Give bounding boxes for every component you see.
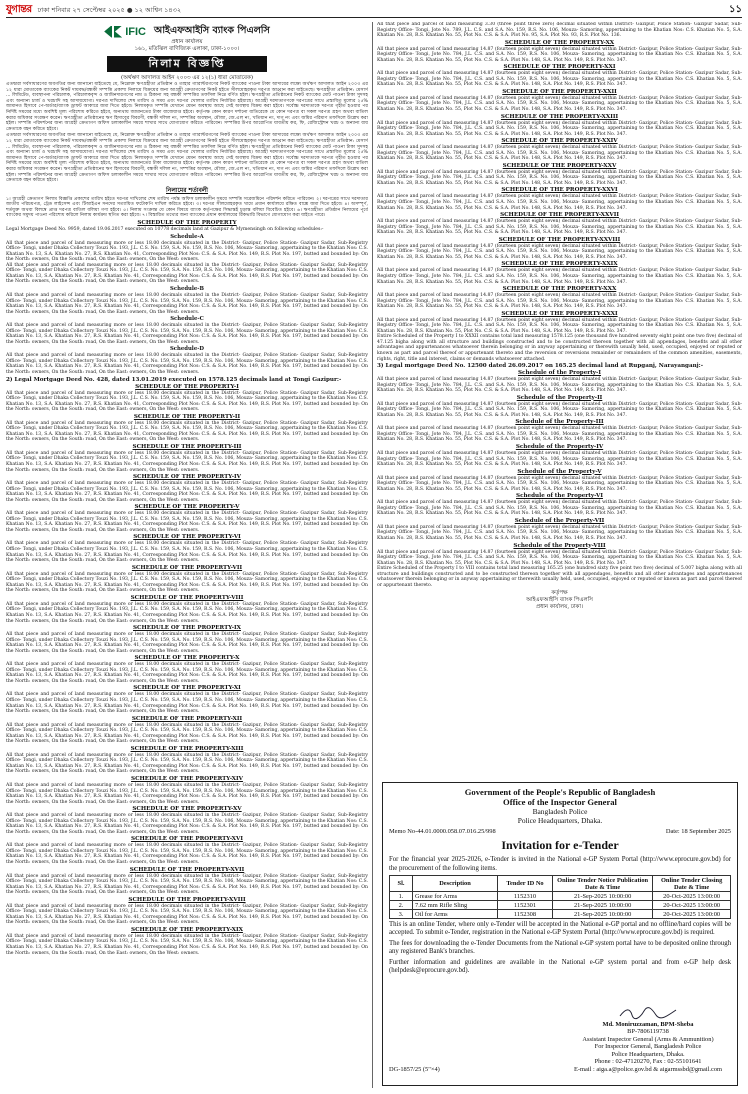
col-publication: Online Tender Notice Publication Date & Time — [553, 876, 653, 892]
masthead-left — [6, 2, 181, 19]
schedule-text: All that piece and parcel of land measuring 14.87 (fourteen point eight seven) decimal situated within District- Gazipur, Police Station- Gazipur Sadar, Sub-Registry Office- Tongi, Jote No. 784, J.L. C.S. and S.A. No. 159, R.S. No. 106, Mouza- Samoring, appertaining to the Khatian No: C.S. Khatian No. 5, S.A. Khatian No. 28, R.S. Khatian No. 55, Plot No. C.S. & S.A. Plot No. 148, S.A. Plot No. 149, R.S. Plot No. 347. — [377, 120, 742, 137]
memo-line — [389, 828, 731, 835]
mortgage-2: 2) Legal Mortgage Deed No. 428, dated 13.01.2019 executed on 1578.125 decimals land at Tongi Gazipur:- — [6, 376, 342, 383]
tender-org: Bangladesh Police — [532, 807, 588, 816]
schedule-title: Schedule of the Property-IV — [515, 443, 604, 450]
auction-intro: এতদ্বারা সর্বসাধারণের অবগতির জন্য জানানো যাইতেছে যে, নিম্নোক্ত ঋণগ্রহীতা প্রতিষ্ঠান ও তাহার গ্যারান্টরগণের নিকট ব্যাংকের পাওনা টাকা আদায়ের লক্ষ্যে অর্থঋণ আদালত আইন ২০০৩ এর ১২ ধারা মোতাবেক ব্যাংকের নিকট দায়বদ্ধ/বন্ধকী সম্পত্তি প্রকাশ্য নিলামে বিক্রয়ের জন্য আগ্রহী ক্রেতাগণের নিকট হইতে সীলমোহরকৃত দরপত্র আহ্বান করা যাইতেছে। ঋণগ্রহীতা প্রতিষ্ঠান: মেসার্স ... লিমিটেড, ব্যবস্থাপনা পরিচালক, পরিচালকবৃন্দ ও জামিনদারগণের নাম ও ঠিকানা সহ বন্ধকী সম্পত্তির তফসিল নিম্নে বর্ণিত হইল। ঋণগ্রহীতা প্রতিষ্ঠানের নিকট ব্যাংকের মোট পাওনা টাকা সুদসহ এবং অন্যান্য চার্জ ও খরচাদি সহ আদায়যোগ্য। দরপত্র দাখিলের শেষ তারিখ ও সময় এবং দরপত্র খোলার তারিখ নির্ধারিত হইয়াছে। আগ্রহী দরদাতাগণকে দরপত্রের সাথে প্রস্তাবিত মূল্যের ২৫% জামানত হিসাবে পে-অর্ডার/ব্যাংক ড্রাফট আকারে জমা দিতে হইবে। নিলামকৃত সম্পত্তি যেখানে যেমন অবস্থায় আছে সেই অবস্থায় বিক্রয় করা হইবে। সর্বোচ্চ দরদাতাকে দরপত্র গৃহীত হওয়ার পর নির্দিষ্ট সময়ের মধ্যে অবশিষ্ট মূল্য পরিশোধ করিতে হইবে, অন্যথায় জামানতের টাকা বাজেয়াপ্ত হইবে। কর্তৃপক্ষ কোন কারণ দর্শানো ব্যতিরেকে যে কোন দরপত্র বা সকল দরপত্র গ্রহণ অথবা বাতিল করার অধিকার সংরক্ষণ করেন। ঋণগ্রহীতা প্রতিষ্ঠানের ঋণ হিসাবের বিবরণী, বন্ধকী দলিল নং, সম্পত্তির অবস্থান, মৌজা, জে.এল নং, খতিয়ান নং, দাগ নং এবং জমির পরিমাণ তফসিলে উল্লেখ করা হইল। সম্পত্তি পরিদর্শনের জন্য আগ্রহী ক্রেতাগণ অফিস চলাকালীন সময়ে শাখার সাথে যোগাযোগ করিতে পারিবেন। সম্পত্তির উপর আরোপিত যাবতীয় কর, ফি, রেজিস্ট্রেশন খরচ ও অন্যান্য ব্যয় ক্রেতাকে বহন করিতে হইবে। — [6, 82, 368, 132]
cell-sl: 2. — [390, 901, 413, 910]
schedule-text: All that piece and parcel of land measuring 14.87 (fourteen point eight seven) decimal situated within District- Gazipur, Police Station- Gazipur Sadar, Sub-Registry Office- Tongi, Jote No. 784, J.L. C.S. and S.A. No. 159, R.S. No. 106, Mouza- Samoring, appertaining to the Khatian No: C.S. Khatian No. 5, S.A. Khatian No. 28, R.S. Khatian No. 55, Plot No. C.S. & S.A. Plot No. 148, S.A. Plot No. 149, R.S. Plot No. 347. — [377, 243, 742, 260]
schedule-text: All that piece and parcel of land measuring more or less 18.00 decimals situated in the District- Gazipur, Police Station- Gazipur Sadar, Sub-Registry Office- Tongi, under Dhaka Collectory Touzi No. 193, J.L. C.S. No. 159, S.A. No. 159, R.S. No. 106, Mouza- Samoring, appertaining to the Khatian Nos: C.S. Khatian No. 13, S.A. Khatian No. 27, R.S. Khatian No. 41, Corresponding Plot Nos: C.S. & S.A. Plot No. 149, R.S. Plot No. 197, butted and bounded by: On the North: owners, On the South: road, On the East: owners, On the West: owners. — [6, 722, 368, 745]
cell-tender-id: 1152310 — [498, 892, 553, 901]
col-tender-id: Tender ID No — [498, 876, 553, 892]
schedule-title: SCHEDULE OF THE PROPERTY-XXXI — [501, 310, 618, 317]
cell-sl: 3. — [390, 910, 413, 919]
tender-para-1: This is an online Tender, where only e-Tender will be accepted in the National e-GP portal and no offline/hard copies will be accepted. To submit e-Tender, registration in the National e-GP System Portal (http://www.eprocure.gov.bd) is required. — [389, 921, 731, 937]
schedule-a: Schedule-A — [170, 233, 204, 240]
schedule-text: All that piece and parcel of land measuring more or less 18.00 decimals situated in the District- Gazipur, Police Station- Gazipur Sadar, Sub-Registry Office- Tongi, under Dhaka Collectory Touzi No. 193, J.L. C.S. No. 159, S.A. No. 159, R.S. No. 106, Mouza- Samoring, appertaining to the Khatian Nos: C.S. Khatian No. 13, S.A. Khatian No. 27, R.S. Khatian No. 41, Corresponding Plot Nos: C.S. & S.A. Plot No. 149, R.S. Plot No. 197, butted and bounded by: On the North: owners, On the South: road, On the East: owners, On the West: owners. — [6, 481, 368, 503]
schedule-title: SCHEDULE OF THE PROPERTY-XIII — [130, 745, 244, 752]
schedule-title: Schedule of the Property-I — [518, 370, 601, 377]
schedule-header: SCHEDULE OF THE PROPERTY — [137, 220, 237, 227]
signatory-for: For Inspector General, Bangladesh Police — [594, 1043, 702, 1050]
tender-signature — [573, 1006, 723, 1074]
cell-publication: 21-Sep-2025 10:00:00 — [553, 901, 653, 910]
schedule-title: SCHEDULE OF THE PROPERTY-XXX — [502, 286, 617, 293]
signatory-name: Md. Moniruzzaman, BPM-Sheba — [602, 1020, 694, 1028]
schedule-title: SCHEDULE OF THE PROPERTY-XXIII — [500, 113, 619, 120]
signature-scribble-icon — [618, 1006, 678, 1020]
schedule-text: All that piece and parcel of land measuring 14.87 (fourteen point eight seven) decimal situated within District- Gazipur, Police Station- Gazipur Sadar, Sub-Registry Office- Tongi, Jote No. 784, J.L. C.S. and S.A. No. 159, R.S. No. 106, Mouza- Samoring, appertaining to the Khatian No: C.S. Khatian No. 5, S.A. Khatian No. 28, R.S. Khatian No. 55, Plot No. C.S. & S.A. Plot No. 148, S.A. Plot No. 149, R.S. Plot No. 347. — [377, 293, 742, 310]
schedule-text: All that piece and parcel of land measuring more or less 18.00 decimals situated in the District- Gazipur, Police Station- Gazipur Sadar, Sub-Registry Office- Tongi, under Dhaka Collectory Touzi No. 193, J.L. C.S. No. 159, S.A. No. 159, R.S. No. 106, Mouza- Samoring, appertaining to the Khatian Nos: C.S. Khatian No. 13, S.A. Khatian No. 27, R.S. Khatian No. 41, Corresponding Plot Nos: C.S. & S.A. Plot No. 149, R.S. Plot No. 197, butted and bounded by: On the North: owners, On the South: road, On the East: owners, On the West: owners. — [6, 933, 368, 956]
schedule-text: All that piece and parcel of land measuring more or less 18.00 decimals situated in the District- Gazipur, Police Station- Gazipur Sadar, Sub-Registry Office- Tongi, under Dhaka Collectory Touzi No. 193, J.L. C.S. No. 159, S.A. No. 159, R.S. No. 106, Mouza- Samoring, appertaining to the Khatian Nos: C.S. Khatian No. 13, S.A. Khatian No. 27, R.S. Khatian No. 41, Corresponding Plot Nos: C.S. & S.A. Plot No. 149, R.S. Plot No. 197, butted and bounded by: On the North: owners, On the South: road, On the East: owners, On the West: owners. — [6, 390, 368, 413]
signatory-address: প্রধান কার্যালয়, ঢাকা। — [536, 604, 583, 611]
schedule-title: Schedule of the Property-VIII — [513, 542, 606, 549]
schedule-text: All that piece and parcel of land measuring 14.87 (fourteen point eight seven) decimal situated within District- Gazipur, Police Station- Gazipur Sadar, Sub-Registry Office- Tongi, Jote No. 784, J.L. C.S. and S.A. No. 159, R.S. No. 106, Mouza- Samoring, appertaining to the Khatian No: C.S. Khatian No. 5, S.A. Khatian No. 28, R.S. Khatian No. 55, Plot No. C.S. & S.A. Plot No. 148, S.A. Plot No. 149, R.S. Plot No. 347. — [377, 95, 742, 113]
page-number: ১১ — [729, 3, 742, 15]
schedule-text: All that piece and parcel of land measuring more or less 18.00 decimals situated in the District- Gazipur, Police Station- Gazipur Sadar, Sub-Registry Office- Tongi, under Dhaka Collectory Touzi No. 193, J.L. C.S. No. 159, S.A. No. 159, R.S. No. 106, Mouza- Samoring, appertaining to the Khatian Nos: C.S. Khatian No. 13, S.A. Khatian No. 27, R.S. Khatian No. 41, Corresponding Plot Nos: C.S. & S.A. Plot No. 149, R.S. Plot No. 197, butted and bounded by: On the North: owners, On the South: road, On the East: owners, On the West: owners. — [6, 632, 368, 654]
schedule-title: SCHEDULE OF THE PROPERTY-XIX — [131, 926, 243, 933]
schedule-title: SCHEDULE OF THE PROPERTY-VI — [133, 534, 241, 541]
cell-tender-id: 1152301 — [498, 901, 553, 910]
schedule-text: All that piece and parcel of land measuring more or less 18.00 decimals situated in the District- Gazipur, Police Station- Gazipur Sadar, Sub-Registry Office- Tongi, under Dhaka Collectory Touzi No. 193, J.L. C.S. No. 159, S.A. No. 159, R.S. No. 106, Mouza- Samoring, appertaining to the Khatian Nos: C.S. Khatian No. 13, S.A. Khatian No. 27, R.S. Khatian No. 41, Corresponding Plot Nos: C.S. & S.A. Plot No. 149, R.S. Plot No. 197, butted and bounded by: On the North: owners, On the South: road, On the East: owners, On the West: owners. — [6, 813, 368, 835]
schedule-title: SCHEDULE OF THE PROPERTY-XXIV — [501, 138, 618, 145]
schedule-text: All that piece and parcel of land measuring 14.87 (fourteen point eight seven) decimal situated within District- Gazipur, Police Station- Gazipur Sadar, Sub-Registry Office- Tongi, Jote No. 784, J.L. C.S. and S.A. No. 159, R.S. No. 106, Mouza- Samoring, appertaining to the Khatian No: C.S. Khatian No. 5, S.A. Khatian No. 28, R.S. Khatian No. 55, Plot No. C.S. & S.A. Plot No. 148, S.A. Plot No. 149, R.S. Plot No. 347. — [377, 549, 742, 566]
auction-signature — [377, 590, 742, 611]
schedule-text: All that piece and parcel of land measuring more or less 18.00 decimals situated in the District- Gazipur, Police Station- Gazipur Sadar, Sub-Registry Office- Tongi, under Dhaka Collectory Touzi No. 193, J.L. C.S. No. 159, S.A. No. 159, R.S. No. 106, Mouza- Samoring, appertaining to the Khatian Nos: C.S. Khatian No. 13, S.A. Khatian No. 27, R.S. Khatian No. 41, Corresponding Plot Nos: C.S. & S.A. Plot No. 149, R.S. Plot No. 197, butted and bounded by: On the North: owners, On the South: road, On the East: owners, On the West: owners. — [6, 843, 368, 865]
schedule-c: Schedule-C — [170, 316, 204, 323]
final-note: Entire Scheduled of the Property I to VIII contains total land measuring 165.25 (one hundred sixty five point two five) decimal of 5.007 bigha along with all structure and buildings constructed and to be constructed thereon together with all appendages, benefits and all other advantages and appurtenances whatsoever therein belonging or in anyway appertaining or therewith usually held, used, occupied, enjoyed or reputed or known as part and parcel thereof or appurtenant thereto. — [377, 566, 742, 588]
schedule-text: All that piece and parcel of land measuring 14.87 (fourteen point eight seven) decimal situated within District- Gazipur, Police Station- Gazipur Sadar, Sub-Registry Office- Tongi, Jote No. 784, J.L. C.S. and S.A. No. 159, R.S. No. 106, Mouza- Samoring, appertaining to the Khatian No: C.S. Khatian No. 5, S.A. Khatian No. 28, R.S. Khatian No. 55, Plot No. C.S. & S.A. Plot No. 148, S.A. Plot No. 149, R.S. Plot No. 347. — [377, 500, 742, 517]
memo-date: Date: 18 September 2025 — [665, 828, 731, 835]
ific-logo-icon — [104, 26, 122, 38]
schedule-text: All that piece and parcel of land measuring more or less 18.00 decimals situated in the District- Gazipur, Police Station- Gazipur Sadar, Sub-Registry Office- Tongi, under Dhaka Collectory Touzi No. 193, J.L. C.S. No. 159, S.A. No. 159, R.S. No. 106, Mouza- Samoring, appertaining to the Khatian Nos: C.S. Khatian No. 13, S.A. Khatian No. 27, R.S. Khatian No. 41, Corresponding Plot Nos: C.S. & S.A. Plot No. 149, R.S. Plot No. 197, butted and bounded by: On the North: owners, On the South: road, On the East: owners, On the West: owners. — [6, 601, 368, 624]
schedule-a-text: All that piece and parcel of land measuring more or less 18.00 decimals situated in the District- Gazipur, Police Station- Gazipur Sadar, Sub-Registry Office- Tongi, under Dhaka Collectory Touzi No. 193, J.L. C.S. No. 159, S.A. No. 159, R.S. No. 106, Mouza- Samoring, appertaining to the Khatian Nos: C.S. Khatian No. 13, S.A. Khatian No. 27, R.S. Khatian No. 41, Corresponding Plot Nos: C.S. & S.A. Plot No. 149, R.S. Plot No. 197, butted and bounded by: On the North: owners, On the South: road, On the East: owners, On the West: owners. — [6, 240, 368, 263]
schedule-title: SCHEDULE OF THE PROPERTY-IX — [133, 625, 241, 632]
auction-sub-banner: (অর্থঋণ আদালত আইন ২০০৩ এর ১২(১) ধারা মোতাবেক) — [121, 75, 253, 81]
schedule-title: Schedule of the Property-III — [515, 419, 604, 426]
schedule-title: SCHEDULE OF THE PROPERTY-XX — [504, 39, 615, 46]
right-intro: All that piece and parcel of land measuring 3.30 (three point three zero) decimal situated within District- Gazipur, Police Station- Gazipur Sadar, Sub-Registry Office- Tongi, Jote No. 789, J.L. C.S. and S.A. No. 159, R.S. No. 106, Mouza- Samoring, appertaining to the Khatian Nos: C.S. Khatian No. 5, S.A. Khatian No. 28, R.S. Khatian No. 55, Plot No. C.S. & S.A. Plot No. 95, S.A. Plot No. 93, R.S. Plot No. 136. — [377, 22, 742, 39]
schedule-text: All that piece and parcel of land measuring more or less 18.00 decimals situated in the District- Gazipur, Police Station- Gazipur Sadar, Sub-Registry Office- Tongi, under Dhaka Collectory Touzi No. 193, J.L. C.S. No. 159, S.A. No. 159, R.S. No. 106, Mouza- Samoring, appertaining to the Khatian Nos: C.S. Khatian No. 13, S.A. Khatian No. 27, R.S. Khatian No. 41, Corresponding Plot Nos: C.S. & S.A. Plot No. 149, R.S. Plot No. 197, butted and bounded by: On the North: owners, On the South: road, On the East: owners, On the West: owners. — [6, 752, 368, 775]
schedule-text: All that piece and parcel of land measuring more or less 18.00 decimals situated in the District- Gazipur, Police Station- Gazipur Sadar, Sub-Registry Office- Tongi, under Dhaka Collectory Touzi No. 193, J.L. C.S. No. 159, S.A. No. 159, R.S. No. 106, Mouza- Samoring, appertaining to the Khatian Nos: C.S. Khatian No. 13, S.A. Khatian No. 27, R.S. Khatian No. 41, Corresponding Plot Nos: C.S. & S.A. Plot No. 149, R.S. Plot No. 197, butted and bounded by: On the North: owners, On the South: road, On the East: owners, On the West: owners. — [6, 873, 368, 896]
tender-notice — [382, 782, 738, 1086]
conditions-title: নিলামের শর্তাবলী — [166, 186, 208, 194]
table-row — [390, 901, 731, 910]
schedule-text: All that piece and parcel of land measuring 14.87 (fourteen point eight seven) decimal situated within District- Gazipur, Police Station- Gazipur Sadar, Sub-Registry Office- Tongi, Jote No. 784, J.L. C.S. and S.A. No. 159, R.S. No. 106, Mouza- Samoring, appertaining to the Khatian No: C.S. Khatian No. 5, S.A. Khatian No. 28, R.S. Khatian No. 55, Plot No. C.S. & S.A. Plot No. 148, S.A. Plot No. 149, R.S. Plot No. 347. — [377, 401, 742, 418]
col-sl: Sl. — [390, 876, 413, 892]
schedule-text: All that piece and parcel of land measuring more or less 18.00 decimals situated in the District- Gazipur, Police Station- Gazipur Sadar, Sub-Registry Office- Tongi, under Dhaka Collectory Touzi No. 193, J.L. C.S. No. 159, S.A. No. 159, R.S. No. 106, Mouza- Samoring, appertaining to the Khatian Nos: C.S. Khatian No. 13, S.A. Khatian No. 27, R.S. Khatian No. 41, Corresponding Plot Nos: C.S. & S.A. Plot No. 149, R.S. Plot No. 197, butted and bounded by: On the North: owners, On the South: road, On the East: owners, On the West: owners. — [6, 420, 368, 443]
auction-notice-left — [6, 22, 368, 1088]
auction-banner: নিলাম বিজ্ঞপ্তি — [107, 56, 267, 72]
schedule-title: SCHEDULE OF THE PROPERTY-XII — [131, 715, 243, 722]
tender-heading: Invitation for e-Tender — [501, 838, 619, 852]
bank-name: আইএফআইসি ব্যাংক পিএলসি — [153, 25, 270, 36]
schedule-text: All that piece and parcel of land measuring 14.87 (fourteen point eight seven) decimal situated within District- Gazipur, Police Station- Gazipur Sadar, Sub-Registry Office- Tongi, Jote No. 784, J.L. C.S. and S.A. No. 159, R.S. No. 106, Mouza- Samoring, appertaining to the Khatian No: C.S. Khatian No. 5, S.A. Khatian No. 28, R.S. Khatian No. 55, Plot No. C.S. & S.A. Plot No. 148, S.A. Plot No. 149, R.S. Plot No. 347. — [377, 46, 742, 63]
schedule-title: SCHEDULE OF THE PROPERTY-V — [134, 504, 240, 511]
schedule-b: Schedule-B — [170, 285, 204, 292]
schedule-text: All that piece and parcel of land measuring 14.87 (fourteen point eight seven) decimal situated within District- Gazipur, Police Station- Gazipur Sadar, Sub-Registry Office- Tongi, Jote No. 784, J.L. C.S. and S.A. No. 159, R.S. No. 106, Mouza- Samoring, appertaining to the Khatian No: C.S. Khatian No. 5, S.A. Khatian No. 28, R.S. Khatian No. 55, Plot No. C.S. & S.A. Plot No. 148, S.A. Plot No. 149, R.S. Plot No. 347. — [377, 219, 742, 236]
schedule-text: All that piece and parcel of land measuring 14.87 (fourteen point eight seven) decimal situated within District- Gazipur, Police Station- Gazipur Sadar, Sub-Registry Office- Tongi, Jote No. 784, J.L. C.S. and S.A. No. 159, R.S. No. 106, Mouza- Samoring, appertaining to the Khatian No: C.S. Khatian No. 5, S.A. Khatian No. 28, R.S. Khatian No. 55, Plot No. C.S. & S.A. Plot No. 148, S.A. Plot No. 149, R.S. Plot No. 347. — [377, 194, 742, 211]
schedule-text: All that piece and parcel of land measuring 14.87 (fourteen point eight seven) decimal situated within District- Gazipur, Police Station- Gazipur Sadar, Sub-Registry Office- Tongi, Jote No. 784, J.L. C.S. and S.A. No. 159, R.S. No. 106, Mouza- Samoring, appertaining to the Khatian No: C.S. Khatian No. 5, S.A. Khatian No. 28, R.S. Khatian No. 55, Plot No. C.S. & S.A. Plot No. 148, S.A. Plot No. 149, R.S. Plot No. 347. — [377, 71, 742, 88]
schedule-title: SCHEDULE OF THE PROPERTY-II — [133, 413, 241, 420]
table-row — [390, 892, 731, 901]
tender-para-3: Further information and guidelines are available in the National e-GP system portal and from e-GP help desk (helpdesk@eprocure.gov.bd). — [389, 958, 731, 975]
schedule-text: All that piece and parcel of land measuring 14.87 (fourteen point eight seven) decimal situated within District- Gazipur, Police Station- Gazipur Sadar, Sub-Registry Office- Tongi, Jote No. 784, J.L. C.S. and S.A. No. 159, R.S. No. 106, Mouza- Samoring, appertaining to the Khatian No: C.S. Khatian No. 5, S.A. Khatian No. 28, R.S. Khatian No. 55, Plot No. C.S. & S.A. Plot No. 148, S.A. Plot No. 149, R.S. Plot No. 347. — [377, 317, 742, 334]
schedule-text: All that piece and parcel of land measuring more or less 18.00 decimals situated in the District- Gazipur, Police Station- Gazipur Sadar, Sub-Registry Office- Tongi, under Dhaka Collectory Touzi No. 193, J.L. C.S. No. 159, S.A. No. 159, R.S. No. 106, Mouza- Samoring, appertaining to the Khatian Nos: C.S. Khatian No. 13, S.A. Khatian No. 27, R.S. Khatian No. 41, Corresponding Plot Nos: C.S. & S.A. Plot No. 149, R.S. Plot No. 197, butted and bounded by: On the North: owners, On the South: road, On the East: owners, On the West: owners. — [6, 571, 368, 594]
schedule-title: SCHEDULE OF THE PROPERTY-I — [135, 383, 239, 390]
signatory-designation: Assistant Inspector General (Arms & Ammunition) — [582, 1035, 714, 1043]
schedule-text: All that piece and parcel of land measuring 14.87 (fourteen point eight seven) decimal situated within District- Gazipur, Police Station- Gazipur Sadar, Sub-Registry Office- Tongi, Jote No. 784, J.L. C.S. and S.A. No. 159, R.S. No. 106, Mouza- Samoring, appertaining to the Khatian No: C.S. Khatian No. 5, S.A. Khatian No. 28, R.S. Khatian No. 55, Plot No. C.S. & S.A. Plot No. 148, S.A. Plot No. 149, R.S. Plot No. 347. — [377, 426, 742, 443]
cell-publication: 21-Sep-2025 10:00:00 — [553, 910, 653, 919]
tender-hq: Police Headquarters, Dhaka. — [517, 816, 603, 825]
schedule-title: SCHEDULE OF THE PROPERTY-XVIII — [128, 896, 246, 903]
tender-intro: For the financial year 2025-2026, e-Tender is invited in the National e-GP System Portal (http://www.eprocure.gov.bd) for the procurement of the following items. — [389, 856, 731, 872]
cell-tender-id: 1152308 — [498, 910, 553, 919]
schedule-title: SCHEDULE OF THE PROPERTY-XVI — [131, 836, 243, 843]
schedule-d: Schedule-D — [169, 346, 204, 353]
schedule-title: Schedule of the Property-VI — [516, 493, 603, 500]
schedule-title: SCHEDULE OF THE PROPERTY-IV — [133, 474, 241, 481]
schedule-text: All that piece and parcel of land measuring more or less 18.00 decimals situated in the District- Gazipur, Police Station- Gazipur Sadar, Sub-Registry Office- Tongi, under Dhaka Collectory Touzi No. 193, J.L. C.S. No. 159, S.A. No. 159, R.S. No. 106, Mouza- Samoring, appertaining to the Khatian Nos: C.S. Khatian No. 13, S.A. Khatian No. 27, R.S. Khatian No. 41, Corresponding Plot Nos: C.S. & S.A. Plot No. 149, R.S. Plot No. 197, butted and bounded by: On the North: owners, On the South: road, On the East: owners, On the West: owners. — [6, 450, 368, 473]
schedule-text: All that piece and parcel of land measuring 14.87 (fourteen point eight seven) decimal situated within District- Gazipur, Police Station- Gazipur Sadar, Sub-Registry Office- Tongi, Jote No. 784, J.L. C.S. and S.A. No. 159, R.S. No. 106, Mouza- Samoring, appertaining to the Khatian No: C.S. Khatian No. 5, S.A. Khatian No. 28, R.S. Khatian No. 55, Plot No. C.S. & S.A. Plot No. 148, S.A. Plot No. 149, R.S. Plot No. 347. — [377, 169, 742, 186]
signatory-bp: BP-7806119738 — [627, 1028, 669, 1035]
schedule-text: All that piece and parcel of land measuring more or less 18.00 decimals situated in the District- Gazipur, Police Station- Gazipur Sadar, Sub-Registry Office- Tongi, under Dhaka Collectory Touzi No. 193, J.L. C.S. No. 159, S.A. No. 159, R.S. No. 106, Mouza- Samoring, appertaining to the Khatian Nos: C.S. Khatian No. 13, S.A. Khatian No. 27, R.S. Khatian No. 41, Corresponding Plot Nos: C.S. & S.A. Plot No. 149, R.S. Plot No. 197, butted and bounded by: On the North: owners, On the South: road, On the East: owners, On the West: owners. — [6, 662, 368, 684]
signatory-email: E-mail : aiga.a@police.gov.bd & aigarmssbd@gmail.com — [573, 1065, 722, 1073]
schedule-title: SCHEDULE OF THE PROPERTY-XIV — [131, 775, 243, 782]
tender-table-header — [390, 876, 731, 892]
schedule-title: SCHEDULE OF THE PROPERTY-XXVI — [501, 187, 618, 194]
schedule-title: SCHEDULE OF THE PROPERTY-III — [132, 443, 242, 450]
cell-closing: 20-Oct-2025 13:00:00 — [653, 910, 731, 919]
masthead-date: ঢাকা শনিবার ২৭ সেপ্টেম্বর ২০২৫ ● ১২ আশ্বিন ১৪৩২ — [37, 5, 182, 14]
schedule-title: SCHEDULE OF THE PROPERTY-XXII — [502, 88, 617, 95]
tender-gov: Government of the People's Republic of Bangladesh — [464, 787, 656, 797]
schedule-title: SCHEDULE OF THE PROPERTY-XXVIII — [498, 236, 621, 243]
cell-closing: 20-Oct-2025 13:00:00 — [653, 901, 731, 910]
schedule-title: SCHEDULE OF THE PROPERTY-XI — [133, 685, 241, 692]
schedule-a-text-2: All that piece and parcel of land measuring more or less 18.00 decimals situated in the District- Gazipur, Police Station- Gazipur Sadar, Sub-Registry Office- Tongi, under Dhaka Collectory Touzi No. 193, J.L. C.S. No. 159, S.A. No. 159, R.S. No. 106, Mouza- Samoring, appertaining to the Khatian Nos: C.S. Khatian No. 13, S.A. Khatian No. 27, R.S. Khatian No. 41, Corresponding Plot Nos: C.S. & S.A. Plot No. 149, R.S. Plot No. 197, butted and bounded by: On the North: owners, On the South: road, On the East: owners, On the West: owners. — [6, 262, 368, 285]
schedule-title: SCHEDULE OF THE PROPERTY-VII — [131, 564, 243, 571]
cell-closing: 20-Oct-2025 13:00:00 — [653, 892, 731, 901]
schedule-title: Schedule of the Property-VII — [514, 517, 605, 524]
schedule-d-text: All that piece and parcel of land measuring more or less 18.00 decimals situated in the District- Gazipur, Police Station- Gazipur Sadar, Sub-Registry Office- Tongi, under Dhaka Collectory Touzi No. 193, J.L. C.S. No. 159, S.A. No. 159, R.S. No. 106, Mouza- Samoring, appertaining to the Khatian Nos: C.S. Khatian No. 13, S.A. Khatian No. 27, R.S. Khatian No. 41, Corresponding Plot Nos: C.S. & S.A. Plot No. 149, R.S. Plot No. 197, butted and bounded by: On the North: owners, On the South: road, On the East: owners, On the West: owners. — [6, 353, 368, 375]
schedule-text: All that piece and parcel of land measuring more or less 18.00 decimals situated in the District- Gazipur, Police Station- Gazipur Sadar, Sub-Registry Office- Tongi, under Dhaka Collectory Touzi No. 193, J.L. C.S. No. 159, S.A. No. 159, R.S. No. 106, Mouza- Samoring, appertaining to the Khatian Nos: C.S. Khatian No. 13, S.A. Khatian No. 27, R.S. Khatian No. 41, Corresponding Plot Nos: C.S. & S.A. Plot No. 149, R.S. Plot No. 197, butted and bounded by: On the North: owners, On the South: road, On the East: owners, On the West: owners. — [6, 541, 368, 564]
schedule-c-text: All that piece and parcel of land measuring more or less 18.00 decimals situated in the District- Gazipur, Police Station- Gazipur Sadar, Sub-Registry Office- Tongi, under Dhaka Collectory Touzi No. 193, J.L. C.S. No. 159, S.A. No. 159, R.S. No. 106, Mouza- Samoring, appertaining to the Khatian Nos: C.S. Khatian No. 13, S.A. Khatian No. 27, R.S. Khatian No. 41, Corresponding Plot Nos: C.S. & S.A. Plot No. 149, R.S. Plot No. 197, butted and bounded by: On the North: owners, On the South: road, On the East: owners, On the West: owners. — [6, 323, 368, 345]
tender-para-2: The fees for downloading the e-Tender Documents from the National e-GP system portal have to be deposited online through any registered Bank's branches. — [389, 939, 731, 956]
dg-number: DG-1857/25 (5"×4) — [389, 1066, 440, 1073]
ific-logo-text: IFIC — [125, 25, 146, 38]
table-row — [390, 910, 731, 919]
schedule-text: All that piece and parcel of land measuring more or less 18.00 decimals situated in the District- Gazipur, Police Station- Gazipur Sadar, Sub-Registry Office- Tongi, under Dhaka Collectory Touzi No. 193, J.L. C.S. No. 159, S.A. No. 159, R.S. No. 106, Mouza- Samoring, appertaining to the Khatian Nos: C.S. Khatian No. 13, S.A. Khatian No. 27, R.S. Khatian No. 41, Corresponding Plot Nos: C.S. & S.A. Plot No. 149, R.S. Plot No. 197, butted and bounded by: On the North: owners, On the South: road, On the East: owners, On the West: owners. — [6, 692, 368, 715]
np-schedule-list — [377, 370, 742, 566]
schedule-text: All that piece and parcel of land measuring more or less 18.00 decimals situated in the District- Gazipur, Police Station- Gazipur Sadar, Sub-Registry Office- Tongi, under Dhaka Collectory Touzi No. 193, J.L. C.S. No. 159, S.A. No. 159, R.S. No. 106, Mouza- Samoring, appertaining to the Khatian Nos: C.S. Khatian No. 13, S.A. Khatian No. 27, R.S. Khatian No. 41, Corresponding Plot Nos: C.S. & S.A. Plot No. 149, R.S. Plot No. 197, butted and bounded by: On the North: owners, On the South: road, On the East: owners, On the West: owners. — [6, 511, 368, 533]
schedule-text: All that piece and parcel of land measuring 14.87 (fourteen point eight seven) decimal situated within District- Gazipur, Police Station- Gazipur Sadar, Sub-Registry Office- Tongi, Jote No. 784, J.L. C.S. and S.A. No. 159, R.S. No. 106, Mouza- Samoring, appertaining to the Khatian No: C.S. Khatian No. 5, S.A. Khatian No. 28, R.S. Khatian No. 55, Plot No. C.S. & S.A. Plot No. 148, S.A. Plot No. 149, R.S. Plot No. 347. — [377, 268, 742, 285]
schedule-text: All that piece and parcel of land measuring 14.87 (fourteen point eight seven) decimal situated within District- Gazipur, Police Station- Gazipur Sadar, Sub-Registry Office- Tongi, Jote No. 784, J.L. C.S. and S.A. No. 159, R.S. No. 106, Mouza- Samoring, appertaining to the Khatian No: C.S. Khatian No. 5, S.A. Khatian No. 28, R.S. Khatian No. 55, Plot No. C.S. & S.A. Plot No. 148, S.A. Plot No. 149, R.S. Plot No. 347. — [377, 377, 742, 394]
schedule-title: Schedule of the Property-V — [517, 468, 602, 475]
signatory-hq: Police Headquarters, Dhaka. — [611, 1050, 685, 1058]
bank-header — [6, 24, 368, 39]
signatory-bank: আইএফআইসি ব্যাংক পিএলসি — [526, 597, 593, 604]
cell-description: Oil for Arms — [413, 910, 498, 919]
column-divider — [372, 22, 373, 1088]
auction-intro-cont: এতদ্বারা সর্বসাধারণের অবগতির জন্য জানানো যাইতেছে যে, নিম্নোক্ত ঋণগ্রহীতা প্রতিষ্ঠান ও তাহার গ্যারান্টরগণের নিকট ব্যাংকের পাওনা টাকা আদায়ের লক্ষ্যে অর্থঋণ আদালত আইন ২০০৩ এর ১২ ধারা মোতাবেক ব্যাংকের নিকট দায়বদ্ধ/বন্ধকী সম্পত্তি প্রকাশ্য নিলামে বিক্রয়ের জন্য আগ্রহী ক্রেতাগণের নিকট হইতে সীলমোহরকৃত দরপত্র আহ্বান করা যাইতেছে। ঋণগ্রহীতা প্রতিষ্ঠান: মেসার্স ... লিমিটেড, ব্যবস্থাপনা পরিচালক, পরিচালকবৃন্দ ও জামিনদারগণের নাম ও ঠিকানা সহ বন্ধকী সম্পত্তির তফসিল নিম্নে বর্ণিত হইল। ঋণগ্রহীতা প্রতিষ্ঠানের নিকট ব্যাংকের মোট পাওনা টাকা সুদসহ এবং অন্যান্য চার্জ ও খরচাদি সহ আদায়যোগ্য। দরপত্র দাখিলের শেষ তারিখ ও সময় এবং দরপত্র খোলার তারিখ নির্ধারিত হইয়াছে। আগ্রহী দরদাতাগণকে দরপত্রের সাথে প্রস্তাবিত মূল্যের ২৫% জামানত হিসাবে পে-অর্ডার/ব্যাংক ড্রাফট আকারে জমা দিতে হইবে। নিলামকৃত সম্পত্তি যেখানে যেমন অবস্থায় আছে সেই অবস্থায় বিক্রয় করা হইবে। সর্বোচ্চ দরদাতাকে দরপত্র গৃহীত হওয়ার পর নির্দিষ্ট সময়ের মধ্যে অবশিষ্ট মূল্য পরিশোধ করিতে হইবে, অন্যথায় জামানতের টাকা বাজেয়াপ্ত হইবে। কর্তৃপক্ষ কোন কারণ দর্শানো ব্যতিরেকে যে কোন দরপত্র বা সকল দরপত্র গ্রহণ অথবা বাতিল করার অধিকার সংরক্ষণ করেন। ঋণগ্রহীতা প্রতিষ্ঠানের ঋণ হিসাবের বিবরণী, বন্ধকী দলিল নং, সম্পত্তির অবস্থান, মৌজা, জে.এল নং, খতিয়ান নং, দাগ নং এবং জমির পরিমাণ তফসিলে উল্লেখ করা হইল। সম্পত্তি পরিদর্শনের জন্য আগ্রহী ক্রেতাগণ অফিস চলাকালীন সময়ে শাখার সাথে যোগাযোগ করিতে পারিবেন। সম্পত্তির উপর আরোপিত যাবতীয় কর, ফি, রেজিস্ট্রেশন খরচ ও অন্যান্য ব্যয় ক্রেতাকে বহন করিতে হইবে। — [6, 133, 368, 184]
signatory-phone: Phone : 02-47120270, Fax : 02-55101641 — [594, 1058, 702, 1065]
memo-no: Memo No-44.01.0000.058.07.016.25/998 — [389, 828, 496, 835]
left-schedule-list — [6, 384, 368, 957]
schedule-text: All that piece and parcel of land measuring more or less 18.00 decimals situated in the District- Gazipur, Police Station- Gazipur Sadar, Sub-Registry Office- Tongi, under Dhaka Collectory Touzi No. 193, J.L. C.S. No. 159, S.A. No. 159, R.S. No. 106, Mouza- Samoring, appertaining to the Khatian Nos: C.S. Khatian No. 13, S.A. Khatian No. 27, R.S. Khatian No. 41, Corresponding Plot Nos: C.S. & S.A. Plot No. 149, R.S. Plot No. 197, butted and bounded by: On the North: owners, On the South: road, On the East: owners, On the West: owners. — [6, 903, 368, 926]
bank-address: ১৬১, মতিঝিল বাণিজ্যিক এলাকা, ঢাকা-১০০০। — [134, 46, 240, 52]
schedule-title: SCHEDULE OF THE PROPERTY-XXIX — [501, 261, 618, 268]
col-closing: Online Tender Closing Date & Time — [653, 876, 731, 892]
schedule-text: All that piece and parcel of land measuring more or less 18.00 decimals situated in the District- Gazipur, Police Station- Gazipur Sadar, Sub-Registry Office- Tongi, under Dhaka Collectory Touzi No. 193, J.L. C.S. No. 159, S.A. No. 159, R.S. No. 106, Mouza- Samoring, appertaining to the Khatian Nos: C.S. Khatian No. 13, S.A. Khatian No. 27, R.S. Khatian No. 41, Corresponding Plot Nos: C.S. & S.A. Plot No. 149, R.S. Plot No. 197, butted and bounded by: On the North: owners, On the South: road, On the East: owners, On the West: owners. — [6, 782, 368, 805]
tender-table — [389, 875, 731, 919]
masthead — [6, 3, 742, 18]
cell-sl: 1. — [390, 892, 413, 901]
schedule-text: All that piece and parcel of land measuring 14.87 (fourteen point eight seven) decimal situated within District- Gazipur, Police Station- Gazipur Sadar, Sub-Registry Office- Tongi, Jote No. 784, J.L. C.S. and S.A. No. 159, R.S. No. 106, Mouza- Samoring, appertaining to the Khatian No: C.S. Khatian No. 5, S.A. Khatian No. 28, R.S. Khatian No. 55, Plot No. C.S. & S.A. Plot No. 148, S.A. Plot No. 149, R.S. Plot No. 347. — [377, 524, 742, 541]
mortgage-1: Legal Mortgage Deed No. 9959, dated 19.06.2017 executed on 10778 decimals land at Gazipur & Mymensingh on following schedules:- — [6, 227, 324, 233]
schedule-title: SCHEDULE OF THE PROPERTY-XV — [132, 806, 242, 813]
schedule-text: All that piece and parcel of land measuring 14.87 (fourteen point eight seven) decimal situated within District- Gazipur, Police Station- Gazipur Sadar, Sub-Registry Office- Tongi, Jote No. 784, J.L. C.S. and S.A. No. 159, R.S. No. 106, Mouza- Samoring, appertaining to the Khatian No: C.S. Khatian No. 5, S.A. Khatian No. 28, R.S. Khatian No. 55, Plot No. C.S. & S.A. Plot No. 148, S.A. Plot No. 149, R.S. Plot No. 347. — [377, 475, 742, 492]
entire-note: Entire Scheduled of the Property I to XXXII contains total land measuring 1578.125 (one thousand five hundred seventy eight point one two five) decimal of 47.125 bigha along with all structure and buildings constructed and to be constructed thereon together with all appendages, benefits and all other advantages and appurtenances whatsoever therein belonging or in anyway appertaining or therewith usually held, used, occupied, enjoyed or reputed or known as part and parcel thereof or appurtenant thereto and the reversion or reversions remainder or remainders of the common amenities, easements, rights, right, title and interest, claims or demands whatsoever attached. — [377, 334, 742, 362]
schedule-title: SCHEDULE OF THE PROPERTY-XXV — [502, 162, 617, 169]
branch-line: প্রধান কার্যালয় — [171, 39, 203, 45]
auction-conditions: ১। আগ্রহী ক্রেতাগণ নিলাম বিজ্ঞপ্তি প্রকাশের তারিখ হইতে দরপত্র দাখিলের শেষ তারিখ পর্যন্ত অফিস চলাকালীন সময়ে সম্পত্তি সরেজমিনে পরিদর্শন করিতে পারিবেন। ২। দরপত্রের সাথে দরদাতার জাতীয় পরিচয়পত্র, ট্রেড লাইসেন্স এবং টিআইএন সনদের সত্যায়িত ফটোকপি দাখিল করিতে হইবে। ৩। দরপত্র সীলমোহরকৃত খামে প্রধান কার্যালয়ে রক্ষিত বাক্সে জমা দিতে হইবে। ৪। অসম্পূর্ণ, শর্তযুক্ত অথবা বিলম্বে প্রাপ্ত দরপত্র বাতিল বলিয়া গণ্য হইবে। ৫। নিলাম সংক্রান্ত যে কোন বিষয়ে ব্যাংক কর্তৃপক্ষের সিদ্ধান্তই চূড়ান্ত বলিয়া বিবেচিত হইবে। ৬। ঋণগ্রহীতা প্রতিষ্ঠান নিলামের পূর্বে ব্যাংকের সমুদয় পাওনা পরিশোধ করিলে নিলাম কার্যক্রম স্থগিত করা হইবে। ৭। বিস্তারিত তথ্যের জন্য ব্যাংকের প্রধান কার্যালয়ের রিকভারি বিভাগে যোগাযোগ করা যাইতে পারে। — [6, 196, 368, 219]
tender-office: Office of the Inspector General — [503, 797, 617, 807]
ific-logo — [104, 26, 146, 38]
schedule-title: SCHEDULE OF THE PROPERTY-X — [134, 655, 240, 662]
schedule-text: All that piece and parcel of land measuring 14.87 (fourteen point eight seven) decimal situated within District- Gazipur, Police Station- Gazipur Sadar, Sub-Registry Office- Tongi, Jote No. 784, J.L. C.S. and S.A. No. 159, R.S. No. 106, Mouza- Samoring, appertaining to the Khatian No: C.S. Khatian No. 5, S.A. Khatian No. 28, R.S. Khatian No. 55, Plot No. C.S. & S.A. Plot No. 148, S.A. Plot No. 149, R.S. Plot No. 347. — [377, 145, 742, 162]
signatory-title: কর্তৃপক্ষ — [551, 590, 568, 597]
schedule-title: Schedule of the Property-II — [516, 394, 603, 401]
schedule-text: All that piece and parcel of land measuring 14.87 (fourteen point eight seven) decimal situated within District- Gazipur, Police Station- Gazipur Sadar, Sub-Registry Office- Tongi, Jote No. 784, J.L. C.S. and S.A. No. 159, R.S. No. 106, Mouza- Samoring, appertaining to the Khatian No: C.S. Khatian No. 5, S.A. Khatian No. 28, R.S. Khatian No. 55, Plot No. C.S. & S.A. Plot No. 148, S.A. Plot No. 149, R.S. Plot No. 347. — [377, 450, 742, 468]
mortgage-3: 3) Legal mortgage Deed No. 12500 dated 26.09.2017 on 165.25 decimal land at Rupganj, Narayanganj:- — [377, 363, 704, 370]
newspaper-logo: যুগান্তর — [6, 3, 32, 15]
schedule-title: SCHEDULE OF THE PROPERTY-XVII — [129, 866, 245, 873]
schedule-title: SCHEDULE OF THE PROPERTY-VIII — [130, 594, 244, 601]
cell-description: 7.62 mm Rifle Sling — [413, 901, 498, 910]
cell-publication: 21-Sep-2025 10:00:00 — [553, 892, 653, 901]
col-description: Description — [413, 876, 498, 892]
cell-description: Grease for Arms — [413, 892, 498, 901]
right-schedule-list — [377, 40, 742, 335]
schedule-title: SCHEDULE OF THE PROPERTY-XXI — [503, 64, 616, 71]
schedule-b-text: All that piece and parcel of land measuring more or less 18.00 decimals situated in the District- Gazipur, Police Station- Gazipur Sadar, Sub-Registry Office- Tongi, under Dhaka Collectory Touzi No. 193, J.L. C.S. No. 159, S.A. No. 159, R.S. No. 106, Mouza- Samoring, appertaining to the Khatian Nos: C.S. Khatian No. 13, S.A. Khatian No. 27, R.S. Khatian No. 41, Corresponding Plot Nos: C.S. & S.A. Plot No. 149, R.S. Plot No. 197, butted and bounded by: On the North: owners, On the South: road, On the East: owners, On the West: owners. — [6, 292, 368, 315]
schedule-title: SCHEDULE OF THE PROPERTY-XXVII — [500, 212, 619, 219]
